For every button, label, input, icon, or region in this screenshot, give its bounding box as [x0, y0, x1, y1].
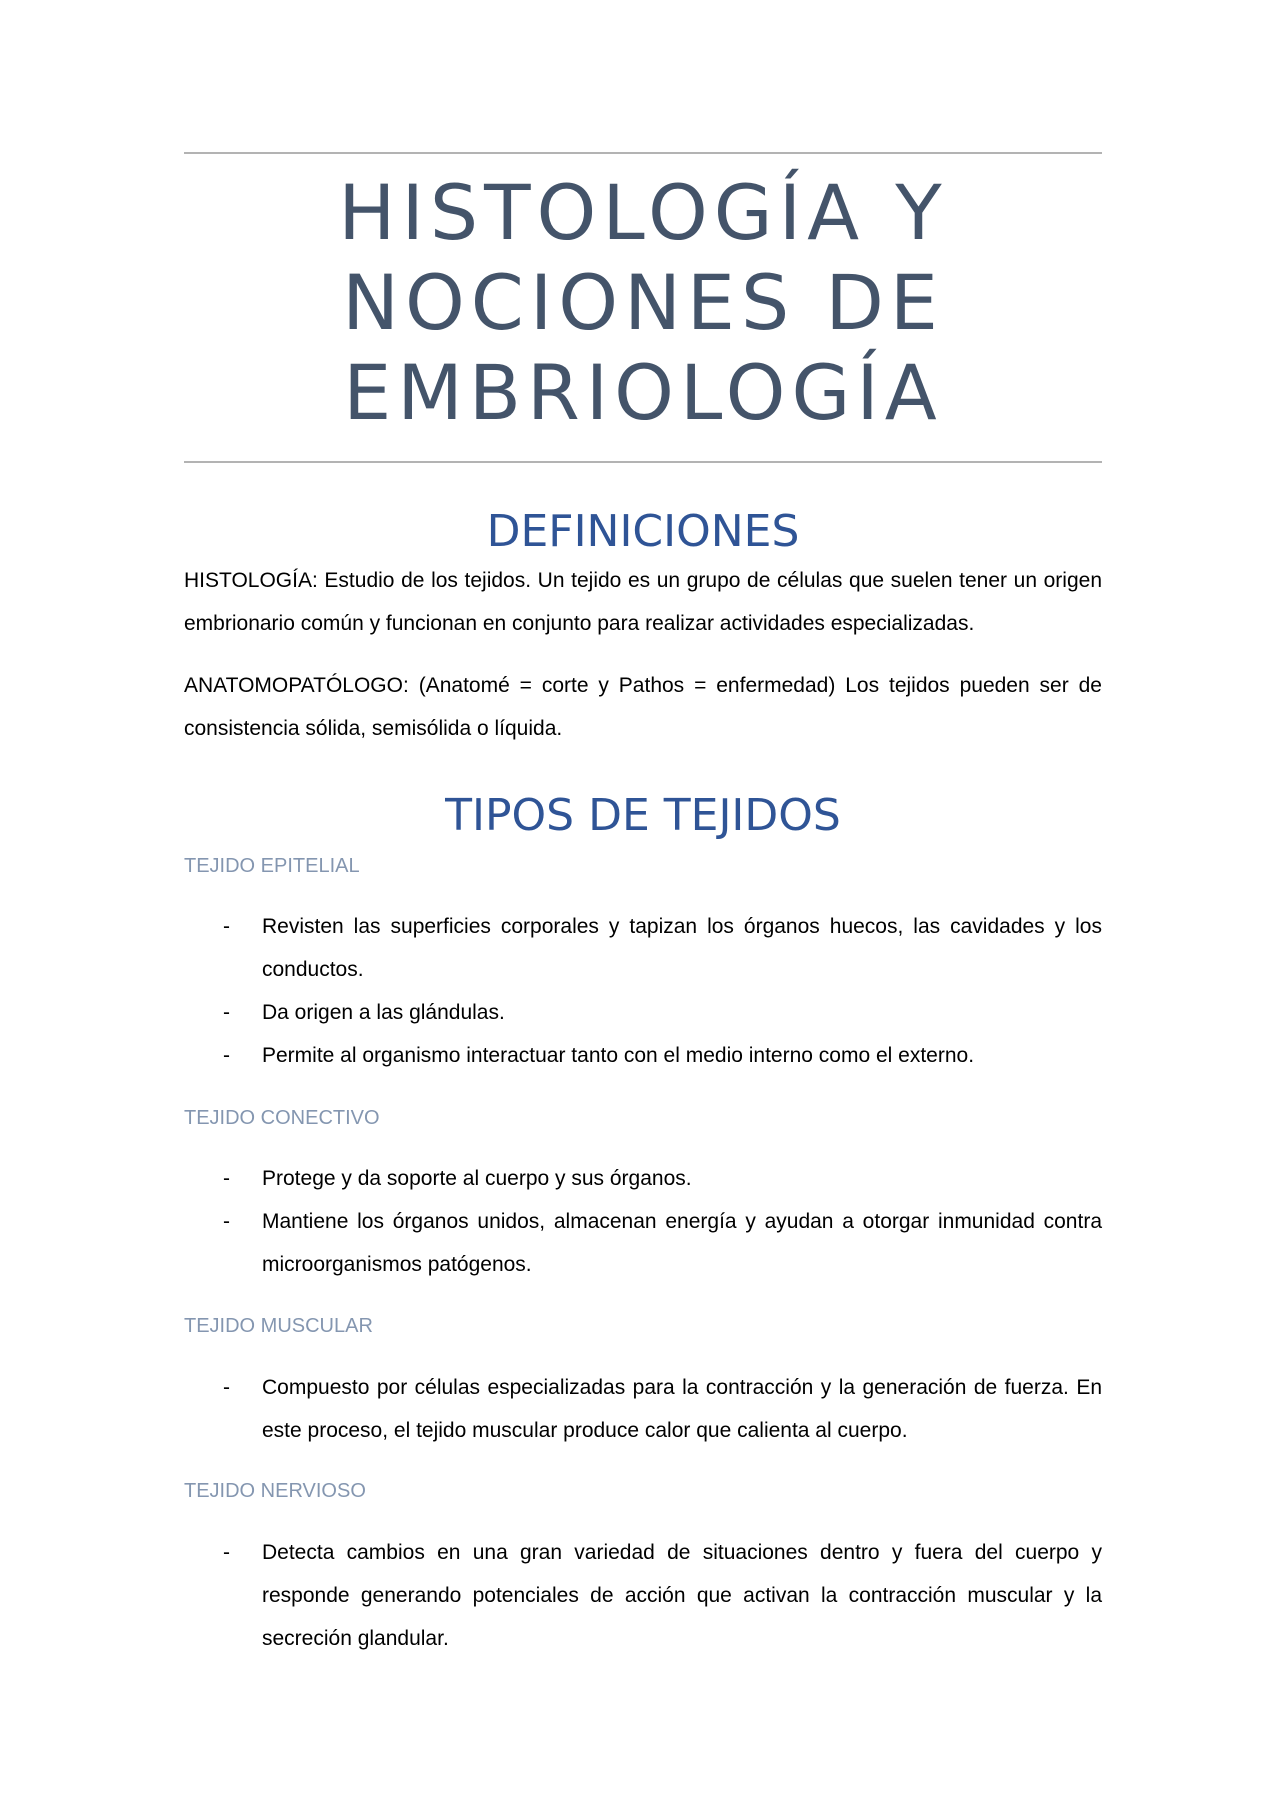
title-line-1: HISTOLOGÍA Y [338, 168, 948, 257]
bullet-dash: - [223, 1210, 230, 1233]
title-bottom-rule [184, 461, 1102, 463]
list-tejido-nervioso [184, 1531, 1102, 1660]
list-item: - Mantiene los órganos unidos, almacenan energía y ayudan a otorgar inmunidad contra microorganismos patógenos. [184, 1200, 1102, 1286]
title-line-3: EMBRIOLOGÍA [343, 348, 943, 437]
list-item: - Protege y da soporte al cuerpo y sus órganos. [184, 1157, 1102, 1200]
bullet-dash: - [223, 1541, 230, 1564]
list-tejido-conectivo [184, 1157, 1102, 1286]
document-title [184, 168, 1102, 438]
heading-tejido-epitelial: TEJIDO EPITELIAL [184, 855, 360, 877]
bullet-dash: - [223, 1167, 230, 1190]
list-item: - Revisten las superficies corporales y tapizan los órganos huecos, las cavidades y los conductos. [184, 905, 1102, 991]
list-item: - Detecta cambios en una gran variedad de situaciones dentro y fuera del cuerpo y responde generando potenciales de acción que activan la contracción muscular y la secreción glandular. [184, 1531, 1102, 1660]
bullet-dash: - [223, 1376, 230, 1399]
list-tejido-muscular [184, 1366, 1102, 1452]
bullet-dash: - [223, 915, 230, 938]
paragraph-histologia: HISTOLOGÍA: Estudio de los tejidos. Un tejido es un grupo de células que suelen tener un origen embrionario común y funcionan en conjunto para realizar actividades especializadas. [184, 569, 1102, 635]
heading-tejido-conectivo: TEJIDO CONECTIVO [184, 1107, 380, 1129]
heading-tejido-nervioso: TEJIDO NERVIOSO [184, 1480, 366, 1502]
paragraph-anatomopatologo: ANATOMOPATÓLOGO: (Anatomé = corte y Pathos = enfermedad) Los tejidos pueden ser de consistencia sólida, semisólida o líquida. [184, 674, 1102, 740]
title-line-2: NOCIONES DE [342, 258, 944, 347]
bullet-dash: - [223, 1001, 230, 1024]
bullet-dash: - [223, 1044, 230, 1067]
heading-definiciones: DEFINICIONES [486, 506, 800, 557]
list-item: - Compuesto por células especializadas para la contracción y la generación de fuerza. En este proceso, el tejido muscular produce calor que calienta al cuerpo. [184, 1366, 1102, 1452]
heading-tejido-muscular: TEJIDO MUSCULAR [184, 1315, 373, 1337]
list-item: - Permite al organismo interactuar tanto con el medio interno como el externo. [184, 1034, 1102, 1077]
list-tejido-epitelial [184, 905, 1102, 1077]
list-item: - Da origen a las glándulas. [184, 991, 1102, 1034]
heading-tipos-de-tejidos: TIPOS DE TEJIDOS [445, 790, 841, 841]
title-top-rule [184, 152, 1102, 154]
